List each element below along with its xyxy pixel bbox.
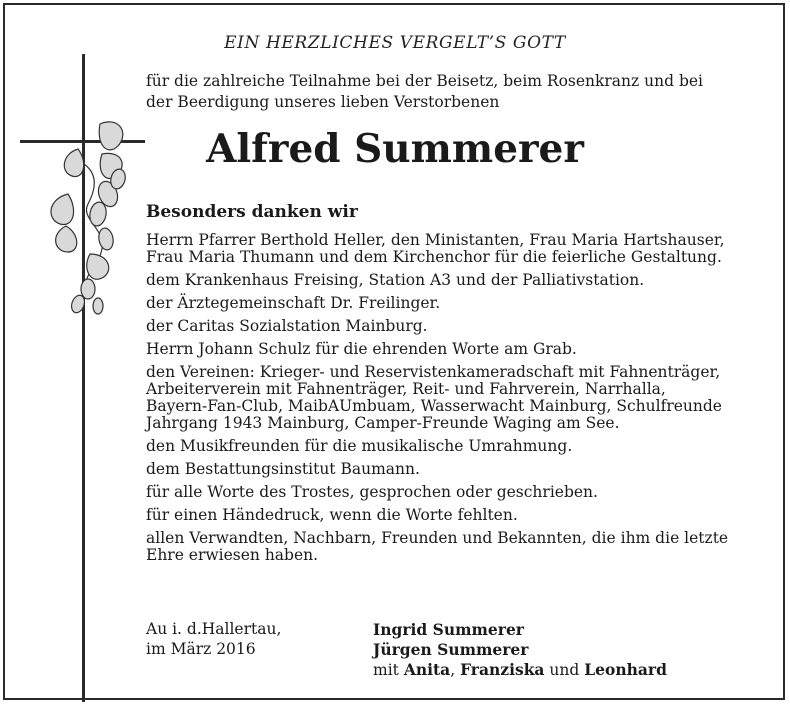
thanks-line: Bayern-Fan-Club, MaibAUmbuam, Wasserwacht Mainburg, Schulfreunde xyxy=(146,397,722,415)
date: im März 2016 xyxy=(146,640,256,658)
headline: EIN HERZLICHES VERGELT’S GOTT xyxy=(224,33,566,53)
signer-children xyxy=(373,661,667,679)
thanks-line: Herrn Johann Schulz für die ehrenden Worte am Grab. xyxy=(146,340,577,358)
thanks-line: Frau Maria Thumann und dem Kirchenchor für die feierliche Gestaltung. xyxy=(146,248,722,266)
child-franziska: Franziska xyxy=(460,660,545,679)
intro-line: für die zahlreiche Teilnahme bei der Beisetz, beim Rosenkranz und bei xyxy=(146,72,703,90)
signer-ingrid: Ingrid Summerer xyxy=(373,620,524,639)
thanks-line: allen Verwandten, Nachbarn, Freunden und Bekannten, die ihm die letzte xyxy=(146,529,729,547)
deceased-name: Alfred Summerer xyxy=(206,126,584,172)
thanks-heading: Besonders danken wir xyxy=(146,202,358,222)
thanks-line: Jahrgang 1943 Mainburg, Camper-Freunde Waging am See. xyxy=(146,414,620,432)
signer-juergen: Jürgen Summerer xyxy=(373,640,529,659)
thanks-line: dem Bestattungsinstitut Baumann. xyxy=(146,460,420,478)
thanks-line: Arbeiterverein mit Fahnenträger, Reit- und Fahrverein, Narrhalla, xyxy=(146,380,666,398)
thanks-line: für einen Händedruck, wenn die Worte fehlten. xyxy=(146,506,518,524)
thanks-line: für alle Worte des Trostes, gesprochen oder geschrieben. xyxy=(146,483,598,501)
children-and: und xyxy=(544,661,585,679)
thanks-line: Ehre erwiesen haben. xyxy=(146,546,319,564)
place: Au i. d.Hallertau, xyxy=(146,620,282,638)
thanks-line: den Musikfreunden für die musikalische Umrahmung. xyxy=(146,437,573,455)
child-anita: Anita xyxy=(403,660,451,679)
thanks-line: dem Krankenhaus Freising, Station A3 und der Palliativstation. xyxy=(146,271,645,289)
thanks-line: der Ärztegemeinschaft Dr. Freilinger. xyxy=(146,294,441,312)
children-separator: , xyxy=(450,661,461,679)
intro-line: der Beerdigung unseres lieben Verstorbenen xyxy=(146,93,500,111)
thanks-line: den Vereinen: Krieger- und Reservistenkameradschaft mit Fahnenträger, xyxy=(146,363,721,381)
thanks-line: der Caritas Sozialstation Mainburg. xyxy=(146,317,428,335)
children-prefix: mit xyxy=(373,661,404,679)
child-leonhard: Leonhard xyxy=(584,660,667,679)
thanks-line: Herrn Pfarrer Berthold Heller, den Ministanten, Frau Maria Hartshauser, xyxy=(146,231,725,249)
